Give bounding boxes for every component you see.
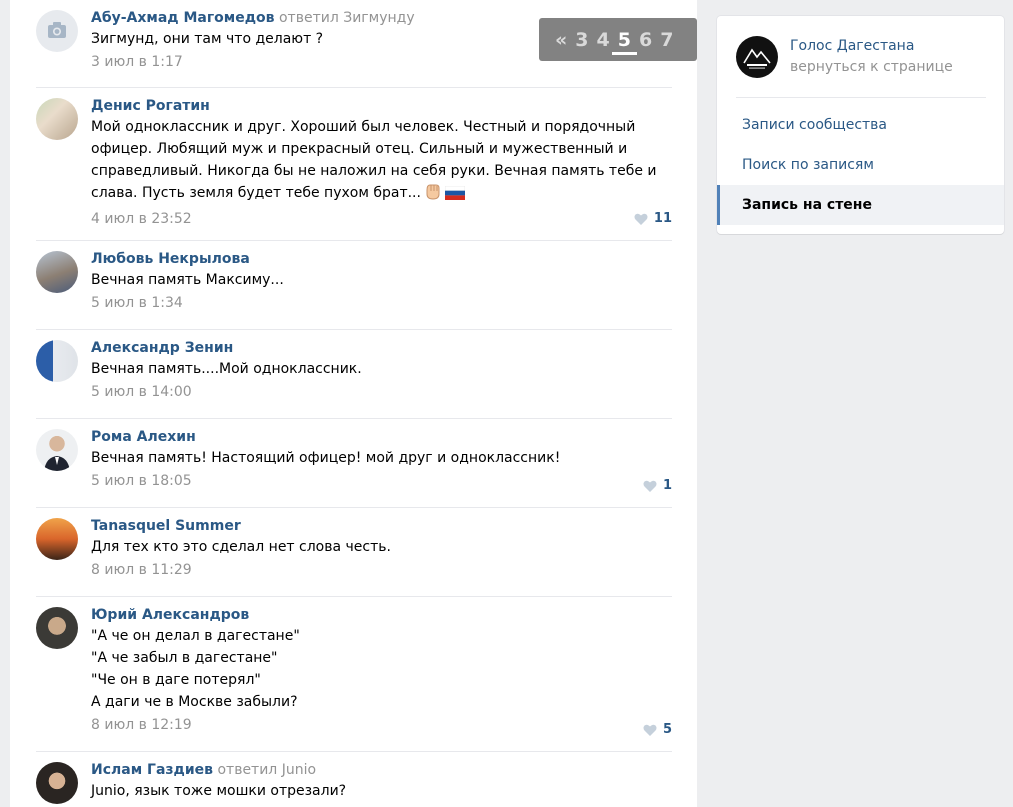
comment-author[interactable]: Ислам Газдиев (91, 762, 214, 778)
fist-emoji-icon (423, 182, 443, 207)
comment-item (36, 241, 672, 330)
comment-date[interactable]: 8 июл в 11:29 (91, 562, 192, 578)
comment-author[interactable]: Tanasquel Summer (91, 518, 241, 534)
pagination (539, 18, 697, 61)
group-header[interactable] (736, 36, 953, 78)
heart-icon (643, 480, 657, 492)
camera-icon (36, 10, 78, 52)
back-link[interactable]: вернуться к странице (790, 59, 953, 75)
like-button[interactable] (643, 478, 672, 493)
page-link[interactable]: 7 (660, 28, 674, 51)
reply-to[interactable]: ответил Зигмунду (278, 10, 415, 26)
comment-date[interactable]: 5 июл в 14:00 (91, 384, 192, 400)
comment-text: Вечная память....Мой одноклассник. (91, 361, 362, 377)
comment-author[interactable]: Любовь Некрылова (91, 251, 250, 267)
divider (736, 97, 986, 98)
comment-date[interactable]: 8 июл в 12:19 (91, 717, 192, 733)
comments-panel (10, 0, 697, 807)
comment-text: Мой одноклассник и друг. Хороший был человек. Честный и порядочный офицер. Любящий муж и прекрасный отец. Сильный и мужественный и справедливый. Никогда бы не наложил на себя руки. Вечная память тебе и слава. Пусть земля будет тебе пухом брат... (91, 119, 657, 201)
comment-date[interactable]: 4 июл в 23:52 (91, 211, 192, 227)
comment-text: Зигмунд, они там что делают ? (91, 31, 324, 47)
avatar[interactable] (36, 98, 78, 140)
comment-item (36, 88, 672, 241)
comment-author[interactable]: Рома Алехин (91, 429, 196, 445)
comment-item (36, 330, 672, 419)
heart-icon (643, 724, 657, 736)
page-link[interactable]: 6 (638, 28, 653, 51)
comment-author[interactable]: Денис Рогатин (91, 98, 210, 114)
comment-item (36, 597, 672, 752)
avatar[interactable] (36, 10, 78, 52)
comment-date[interactable]: 5 июл в 18:05 (91, 473, 192, 489)
like-button[interactable] (634, 211, 672, 226)
like-button[interactable] (643, 722, 672, 737)
comment-item (36, 419, 672, 508)
comment-author[interactable]: Александр Зенин (91, 340, 234, 356)
russia-flag-icon (445, 185, 465, 207)
group-name[interactable]: Голос Дагестана (790, 38, 915, 54)
like-count: 1 (662, 478, 672, 493)
avatar[interactable] (36, 340, 78, 382)
page-link[interactable]: 3 (575, 28, 589, 51)
like-count: 11 (653, 211, 672, 226)
like-count: 5 (662, 722, 672, 737)
comment-text: Junio, язык тоже мошки отрезали? (91, 783, 347, 799)
avatar[interactable] (36, 762, 78, 804)
comment-text: Вечная память! Настоящий офицер! мой друг и одноклассник! (91, 450, 561, 466)
group-logo[interactable] (736, 36, 778, 78)
comment-date[interactable]: 3 июл в 1:17 (91, 54, 183, 70)
sidebar-item-search-posts[interactable]: Поиск по записям (742, 157, 874, 173)
avatar[interactable] (36, 607, 78, 649)
comment-item (36, 508, 672, 597)
pager-prev[interactable]: « (555, 28, 568, 51)
avatar[interactable] (36, 251, 78, 293)
comment-date[interactable]: 5 июл в 1:34 (91, 295, 183, 311)
reply-to[interactable]: ответил Junio (217, 762, 317, 778)
avatar[interactable] (36, 429, 78, 471)
comment-author[interactable]: Абу-Ахмад Магомедов (91, 10, 275, 26)
mountain-logo-icon (736, 36, 778, 78)
comment-item (36, 752, 672, 807)
page-link[interactable]: 4 (596, 28, 610, 51)
comment-text: Вечная память Максиму... (91, 272, 284, 288)
sidebar-item-community-posts[interactable]: Записи сообщества (742, 117, 887, 133)
sidebar-item-wall-post[interactable]: Запись на стене (717, 185, 1004, 225)
avatar[interactable] (36, 518, 78, 560)
comment-text: Для тех кто это сделал нет слова честь. (91, 539, 391, 555)
sidebar (717, 16, 1004, 234)
page-current[interactable]: 5 (617, 28, 631, 51)
comment-author[interactable]: Юрий Александров (91, 607, 250, 623)
comment-text: "А че он делал в дагестане" "А че забыл в дагестане" "Че он в даге потерял" А даги че в Москве забыли? (91, 628, 300, 710)
heart-icon (634, 213, 648, 225)
